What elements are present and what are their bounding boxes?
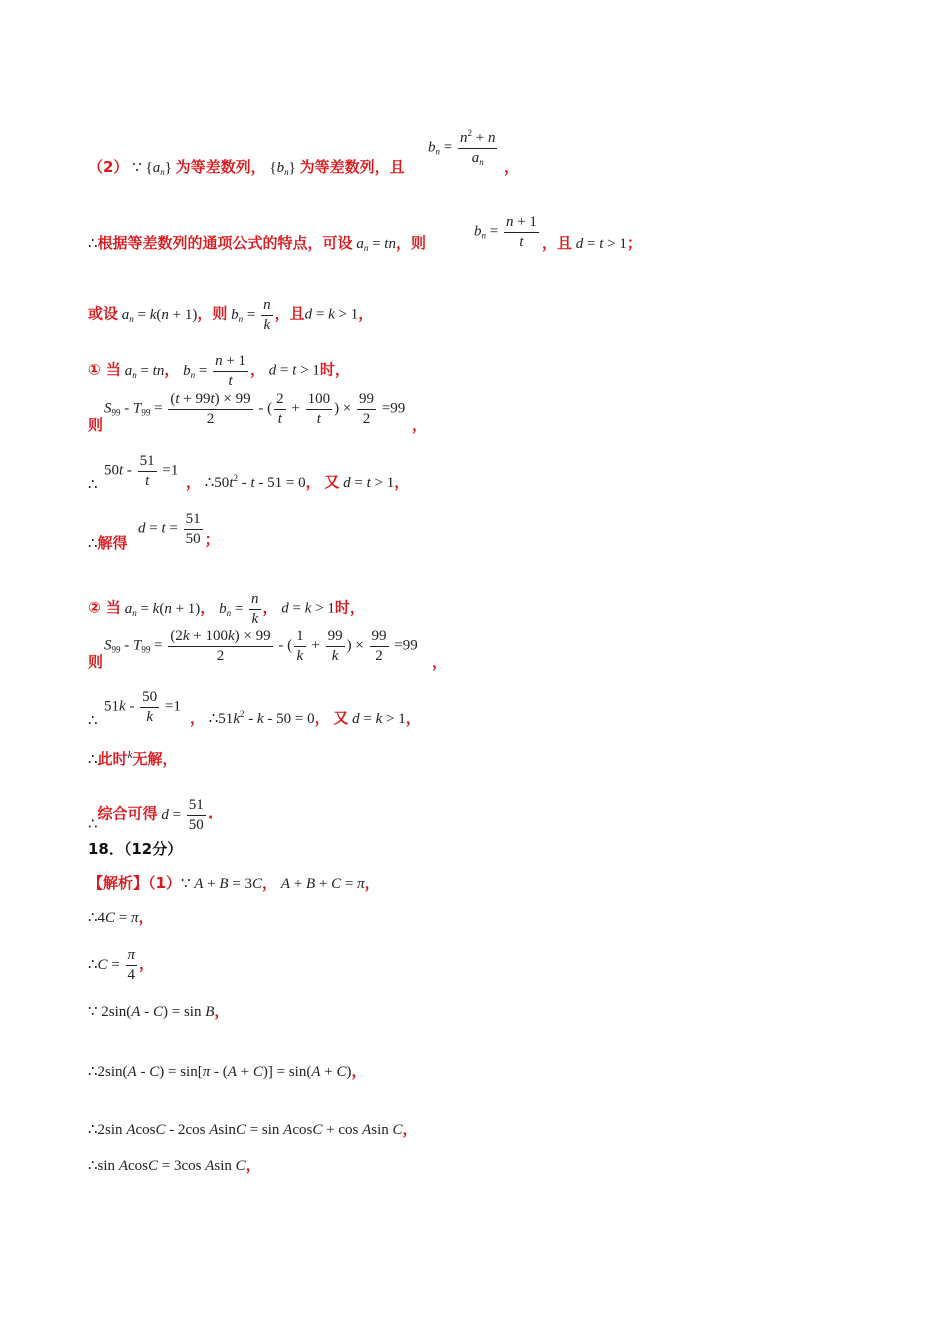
solution-line-4: ∵ 2sin(A - C) = sin B， <box>88 1002 230 1020</box>
formula-bn-t: $b_n$ = $\frac{n + 1}{t}$ <box>474 214 537 250</box>
formula-d-equals: d = t = $\frac{51}{50}$ ； <box>138 511 220 549</box>
solution-line-1: 【解析】（1）∵ A + B = 3C， A + B + C = π， <box>88 874 380 892</box>
formula-s99-t99-case2: $S_{99} - T_{99}$ = $\frac{(2k + 100k) \times 99}{2}$ - ( $\frac{1}{k}$ + $\frac{99}{k}$ ) × $\frac{99}{2}$ =99 <box>104 628 418 664</box>
solution-line-5: ∴2sin(A - C) = sin[π - (A + C)] = sin(A + C)， <box>88 1062 367 1080</box>
formula-bn-def-1: $b_n$ = $\frac{n^2 + n}{a_n}$ <box>428 128 496 167</box>
solution-line-6: ∴2sin AcosC - 2cos AsinC = sin AcosC + cos Asin C， <box>88 1120 418 1138</box>
part-label: （2） <box>88 158 129 176</box>
line-conclusion: ∴综合可得 d = $\frac{51}{50}$ . <box>88 797 214 833</box>
line-case-2: ② 当 $a_n = k(n + 1)$， $b_n$ = $\frac{n}{k}$ ， d = k > 1时， <box>88 591 365 627</box>
line-no-solution: ∴此时$^k$无解， <box>88 749 178 768</box>
solution-line-2: ∴4C = π， <box>88 908 154 926</box>
formula-51k: 51k - $\frac{50}{k}$ =1 <box>104 689 181 725</box>
formula-50t: 50t - $\frac{51}{t}$ =1 <box>104 453 179 489</box>
line-case-1: ① 当 $a_n$ = tn， $b_n$ = $\frac{n + 1}{t}$ ， d = t > 1时， <box>88 353 350 389</box>
formula-s99-t99-case1: $S_{99} - T_{99}$ = $\frac{(t + 99t) \times 99}{2}$ - ( $\frac{2}{t}$ + $\frac{100}{t}$ ) × $\frac{99}{2}$ =99 <box>104 391 406 427</box>
solution-line-3: ∴C = $\frac{\pi}{4}$ ， <box>88 947 155 983</box>
line-assume-2: 或设 $a_n = k(n + 1)$，则 $b_n$ = $\frac{n}{k}$ ，且d = k > 1， <box>88 297 374 333</box>
question-18-heading: 18．（12分） <box>88 840 183 858</box>
line-assume-1: ∴根据等差数列的通项公式的特点，可设 $a_n$ = tn，则 <box>88 234 426 253</box>
solution-line-7: ∴sin AcosC = 3cos Asin C， <box>88 1156 261 1174</box>
line-part2-intro: （2） ∵ $\{a_n\}$ 为等差数列， $\{b_n\}$ 为等差数列，且 <box>88 158 405 177</box>
